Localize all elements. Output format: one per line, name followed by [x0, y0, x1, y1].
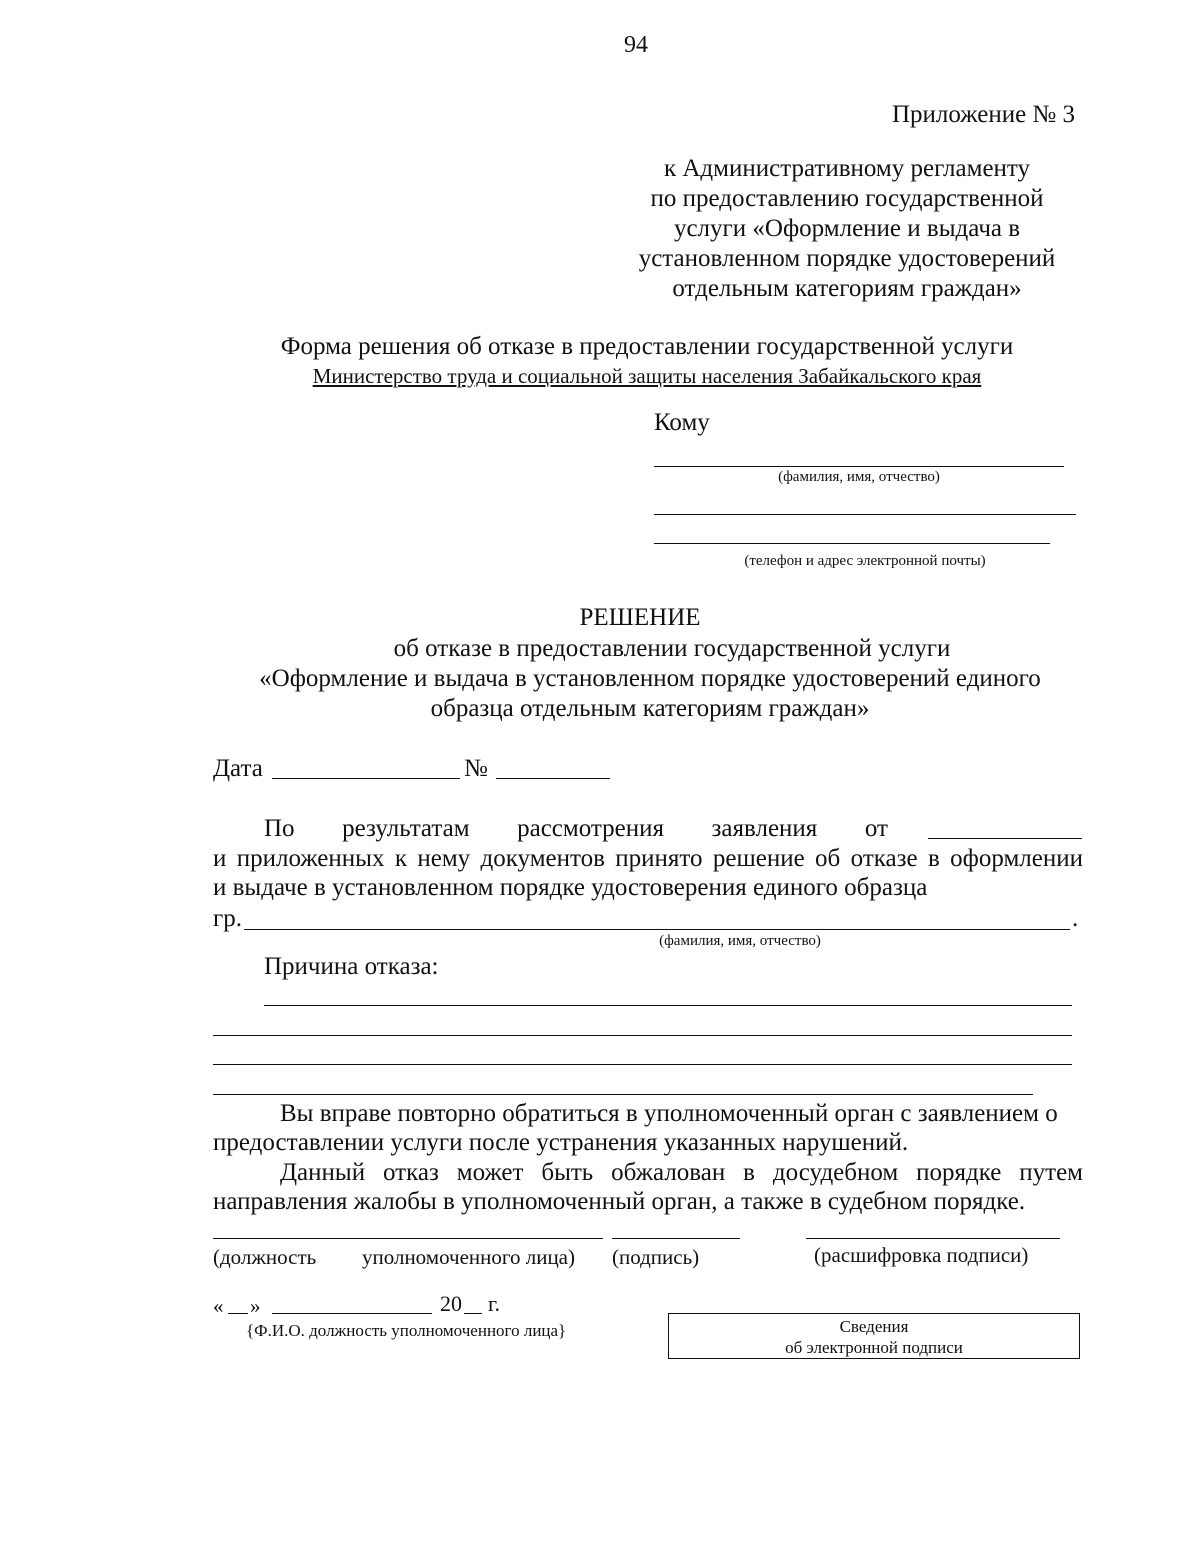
date-label: Дата [213, 755, 263, 782]
sign-year-line[interactable] [464, 1313, 482, 1314]
sign-day-line[interactable] [228, 1313, 248, 1314]
form-title: Форма решения об отказе в предоставлении государственной услуги [280, 333, 1014, 360]
citizen-fio-line[interactable] [244, 929, 1070, 930]
position-caption-b: уполномоченного лица) [362, 1245, 575, 1269]
decode-line[interactable] [806, 1238, 1060, 1239]
appendix-line: услуги «Оформление и выдача в [673, 215, 1021, 242]
body-word: рассмотрения [517, 815, 664, 842]
decision-line: об отказе в предоставлении государственной услуги [393, 635, 951, 662]
date-field-line[interactable] [272, 778, 460, 779]
body-word: По [264, 815, 295, 842]
decision-subtitle [190, 634, 1110, 724]
signature-line[interactable] [612, 1238, 740, 1239]
recipient-contact-caption: (телефон и адрес электронной почты) [744, 553, 986, 569]
application-date-line[interactable] [928, 838, 1082, 839]
recipient-contact-line[interactable] [654, 543, 1050, 544]
body-word: результатам [342, 815, 470, 842]
number-label: № [464, 755, 488, 782]
gr-label: гр. [213, 905, 243, 932]
body-line-1 [264, 814, 888, 844]
page-number: 94 [624, 32, 648, 58]
sign-person-caption: {Ф.И.О. должность уполномоченного лица} [246, 1321, 567, 1340]
body-line-2: и приложенных к нему документов принято решение об отказе в оформлении [213, 845, 1083, 872]
recipient-fio-caption: (фамилия, имя, отчество) [778, 469, 940, 485]
sign-year-suffix: г. [488, 1291, 501, 1316]
paragraph-1-line-1: Вы вправе повторно обратиться в уполномоченный орган с заявлением о [280, 1100, 1058, 1127]
position-line[interactable] [213, 1238, 603, 1239]
body-line-3: и выдаче в установленном порядке удостоверения единого образца [213, 874, 928, 901]
decision-line: образца отдельным категориям граждан» [430, 695, 870, 722]
sign-date-close-quote: » [250, 1294, 261, 1318]
decision-line: «Оформление и выдача в установленном порядке удостоверений единого [259, 665, 1041, 692]
esign-line-1: Сведения [839, 1317, 909, 1336]
recipient-fio-line[interactable] [654, 466, 1064, 467]
esign-box [668, 1313, 1080, 1359]
appendix-block [610, 154, 1084, 304]
paragraph-2-line-2: направления жалобы в уполномоченный орган, а также в судебном порядке. [213, 1188, 1026, 1215]
decode-caption: (расшифровка подписи) [814, 1243, 1029, 1267]
citizen-fio-caption: (фамилия, имя, отчество) [659, 933, 821, 949]
position-caption-a: (должность [213, 1245, 317, 1269]
esign-line-2: об электронной подписи [785, 1338, 963, 1357]
sign-year-prefix: 20 [440, 1291, 462, 1316]
decision-title: РЕШЕНИЕ [579, 604, 701, 631]
signature-caption: (подпись) [612, 1245, 700, 1269]
appendix-line: отдельным категориям граждан» [672, 275, 1022, 302]
gr-end: . [1072, 905, 1079, 932]
recipient-address-line[interactable] [654, 514, 1076, 515]
reason-label: Причина отказа: [264, 953, 439, 980]
paragraph-1-line-2: предоставлении услуги после устранения указанных нарушений. [213, 1129, 909, 1156]
sign-month-line[interactable] [272, 1313, 432, 1314]
reason-line[interactable] [213, 1064, 1072, 1065]
appendix-line: к Административному регламенту [663, 155, 1031, 182]
appendix-line: по предоставлению государственной [650, 185, 1044, 212]
appendix-line: установленном порядке удостоверений [638, 245, 1056, 272]
number-field-line[interactable] [496, 778, 610, 779]
recipient-label: Кому [654, 409, 710, 436]
body-word: заявления [711, 815, 818, 842]
ministry-name: Министерство труда и социальной защиты населения Забайкальского края [312, 364, 982, 388]
appendix-label: Приложение № 3 [892, 101, 1076, 128]
reason-line[interactable] [264, 1005, 1072, 1006]
paragraph-2-line-1: Данный отказ может быть обжалован в досудебном порядке путем [280, 1159, 1083, 1186]
sign-date-open-quote: « [213, 1294, 224, 1318]
body-word: от [864, 815, 888, 842]
reason-line[interactable] [213, 1094, 1033, 1095]
reason-line[interactable] [213, 1035, 1072, 1036]
